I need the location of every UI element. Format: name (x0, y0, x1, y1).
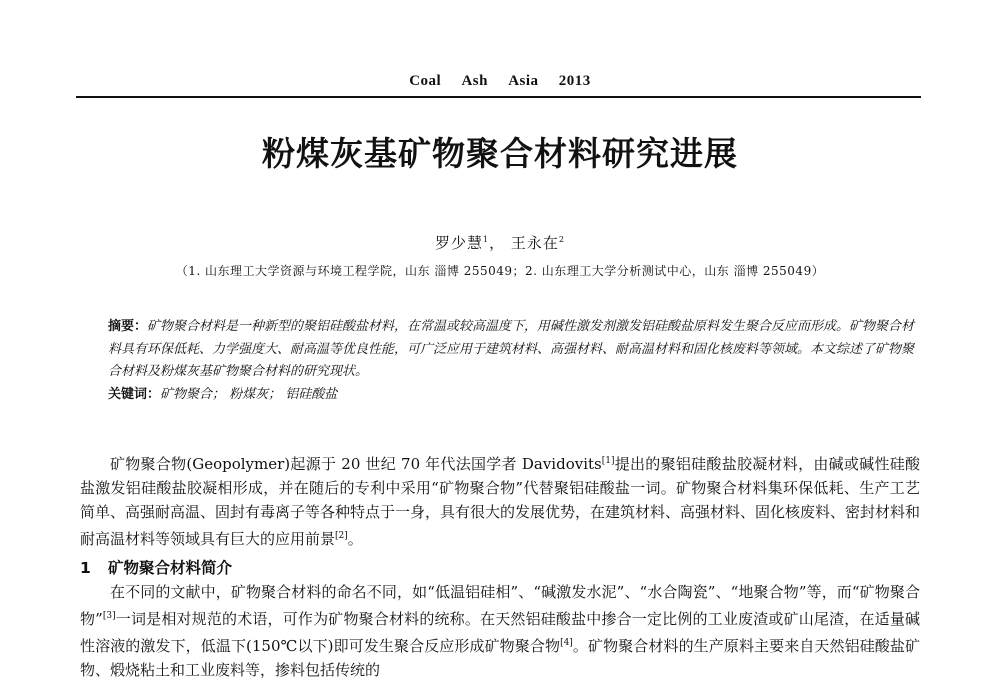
journal-year: 2013 (558, 73, 591, 89)
body-text (80, 449, 920, 682)
journal-word: Ash (461, 73, 488, 89)
affiliations: （1. 山东理工大学资源与环境工程学院，山东 淄博 255049；2. 山东理工大学分析测试中心，山东 淄博 255049） (175, 264, 825, 278)
text-run: 提出的聚铝硅酸盐胶凝材料，由碱或碱性硅酸盐激发铝硅酸盐胶凝相形成，并在随后的专利中采用“矿物聚合物”代替聚铝硅酸盐一词。矿物聚合材料集环保低耗、生产工艺简单、高强耐高温、固封有毒离子等各种特点于一身，具有很大的发展优势，在建筑材料、高强材料、固化核废料、密封材料和耐高温材料等领域具有巨大的应用前景 (80, 455, 921, 548)
keywords (108, 384, 920, 407)
author-name: 王永在 (510, 234, 559, 252)
author-line (0, 232, 1000, 253)
section-number: 1 (80, 559, 91, 577)
intro-paragraph (80, 449, 920, 551)
abstract-text: 矿物聚合材料是一种新型的聚铝硅酸盐材料，在常温或较高温度下，用碱性激发剂激发铝硅酸盐原料发生聚合反应而形成。矿物聚合材料具有环保低耗、力学强度大、耐高温等优良性能，可广泛应用于建筑材料、高强材料、耐高温材料和固化核废料等领域。本文综述了矿物聚合材料及粉煤灰基矿物聚合材料的研究现状。 (108, 319, 915, 379)
affiliation-mark: 2 (558, 235, 565, 244)
text-run: 一词是相对规范的术语，可作为矿物聚合材料的统称。在天然铝硅酸盐中掺合一定比例的工业废渣或矿山尾渣，在适量碱性溶液的激发下，低温下(150℃以下)即可发生聚合反应形成矿物聚合物 (80, 610, 921, 655)
journal-word: Coal (409, 73, 442, 89)
section-title: 矿物聚合材料简介 (108, 559, 233, 577)
running-header (0, 73, 1000, 90)
author-separator: ， (489, 234, 506, 252)
keywords-label: 关键词： (108, 386, 161, 402)
citation-ref[interactable]: [3] (102, 611, 116, 621)
section-paragraph (80, 580, 920, 682)
citation-ref[interactable]: [1] (601, 456, 615, 466)
citation-ref[interactable]: [4] (560, 638, 573, 648)
header-rule (76, 96, 921, 98)
section-heading (80, 556, 920, 580)
abstract-label: 摘要： (108, 319, 148, 334)
article-title: 粉煤灰基矿物聚合材料研究进展 (262, 134, 738, 173)
journal-word: Asia (508, 73, 539, 89)
text-run: 。矿物聚合材料的生产原料主要来自天然铝硅酸盐矿物、煅烧粘土和工业废料等，掺料包括传统的 (80, 637, 920, 679)
text-run: 。 (347, 530, 363, 548)
keywords-text: 矿物聚合； 粉煤灰； 铝硅酸盐 (160, 386, 338, 402)
affiliation-mark: 1 (483, 235, 490, 244)
text-run: 矿物聚合物(Geopolymer)起源于 20 世纪 70 年代法国学者 Davidovits (110, 455, 602, 473)
abstract (108, 316, 920, 384)
text-run: 在不同的文献中，矿物聚合材料的命名不同，如“低温铝硅相”、“碱激发水泥”、“水合陶瓷”、“地聚合物”等，而“矿物聚合物” (80, 583, 920, 628)
author-name: 罗少慧 (434, 234, 483, 252)
citation-ref[interactable]: [2] (335, 531, 348, 541)
abstract-block (108, 316, 920, 406)
